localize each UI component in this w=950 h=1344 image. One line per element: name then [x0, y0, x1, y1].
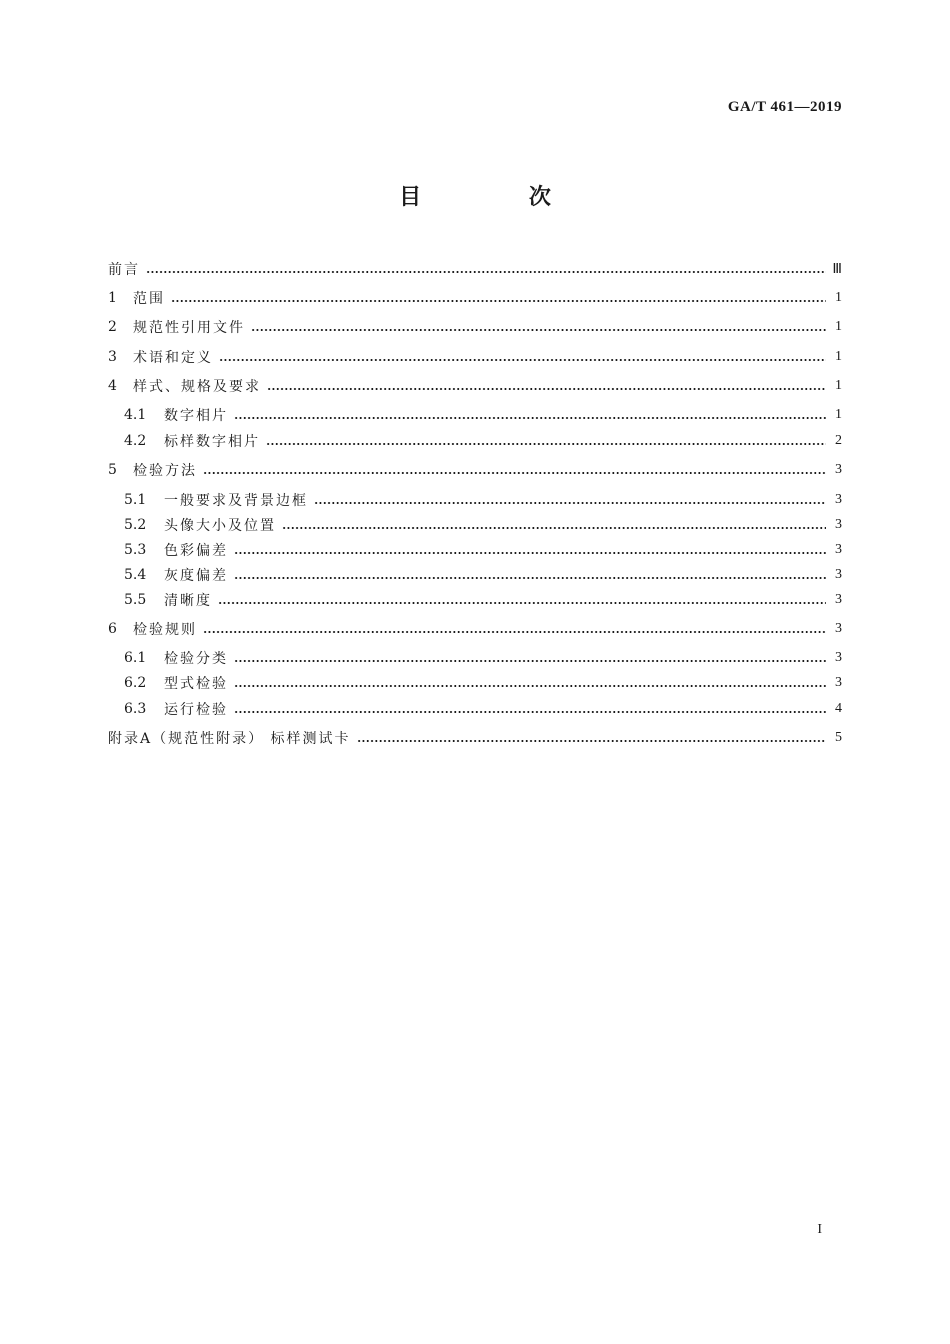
- toc-entry-page: 2: [835, 433, 842, 448]
- toc-entry[interactable]: [108, 316, 842, 338]
- toc-leader-dots: [234, 649, 826, 667]
- toc-entry-page: 1: [835, 290, 842, 305]
- toc-entry-label: 色彩偏差: [164, 543, 228, 559]
- toc-leader-dots: [314, 491, 826, 509]
- toc-leader-dots: [203, 620, 826, 638]
- toc-entry-number: 5.1: [124, 492, 147, 508]
- toc-entry[interactable]: [108, 647, 842, 669]
- toc-entry[interactable]: [108, 375, 842, 397]
- standard-code: GA/T 461—2019: [727, 99, 842, 115]
- toc-entry-page: 4: [835, 701, 842, 716]
- toc-entry-page: 5: [835, 730, 842, 745]
- toc-entry-label: 样式、规格及要求: [133, 379, 261, 395]
- toc-entry-label: 运行检验: [164, 702, 228, 718]
- toc-entry-page: 3: [835, 462, 842, 477]
- toc-entry-label: 附录A（规范性附录） 标样测试卡: [108, 731, 351, 747]
- toc-entry-number: 4: [108, 378, 117, 394]
- toc-entry-number: 5.4: [124, 567, 147, 583]
- toc-leader-dots: [203, 461, 826, 479]
- toc-entry-page: 3: [835, 592, 842, 607]
- toc-entry[interactable]: [108, 618, 842, 640]
- toc-entry-number: 5.5: [124, 592, 147, 608]
- toc-leader-dots: [234, 406, 826, 424]
- toc-leader-dots: [219, 348, 826, 366]
- toc-entry-label: 术语和定义: [133, 350, 213, 366]
- toc-entry-label: 前言: [108, 262, 140, 278]
- toc-entry-page: 3: [835, 650, 842, 665]
- toc-entry-number: 5: [108, 462, 117, 478]
- toc-entry-number: 5.2: [124, 517, 147, 533]
- toc-entry[interactable]: [108, 514, 842, 536]
- toc-leader-dots: [234, 674, 826, 692]
- toc-entry-page: 1: [835, 349, 842, 364]
- toc-leader-dots: [357, 729, 826, 747]
- toc-entry[interactable]: [108, 404, 842, 426]
- toc-entry-label: 检验规则: [133, 622, 197, 638]
- toc-entry-page: 3: [835, 675, 842, 690]
- toc-entry-label: 灰度偏差: [164, 568, 228, 584]
- toc-entry-page: Ⅲ: [832, 261, 842, 277]
- toc-entry-label: 标样数字相片: [164, 434, 260, 450]
- toc-entry-page: 1: [835, 319, 842, 334]
- toc-entry-label: 检验分类: [164, 651, 228, 667]
- toc-entry-number: 4.2: [124, 433, 147, 449]
- toc-entry[interactable]: [108, 489, 842, 511]
- toc-entry-number: 6.2: [124, 675, 147, 691]
- toc-entry-number: 6: [108, 621, 117, 637]
- toc-leader-dots: [171, 289, 826, 307]
- toc-entry[interactable]: [108, 672, 842, 694]
- toc-entry-label: 清晰度: [164, 593, 212, 609]
- toc-leader-dots: [267, 377, 826, 395]
- toc-entry[interactable]: [108, 589, 842, 611]
- toc-entry-page: 3: [835, 492, 842, 507]
- toc-entry-page: 3: [835, 542, 842, 557]
- toc-leader-dots: [251, 318, 826, 336]
- toc-entry-page: 3: [835, 567, 842, 582]
- toc-entry-label: 数字相片: [164, 408, 228, 424]
- toc-entry-label: 规范性引用文件: [133, 320, 245, 336]
- page-title: 目 次: [399, 184, 601, 210]
- toc-leader-dots: [266, 432, 826, 450]
- toc-entry-page: 3: [835, 621, 842, 636]
- toc-entry-label: 型式检验: [164, 676, 228, 692]
- footer-page-number: I: [817, 1222, 822, 1237]
- toc-entry-label: 范围: [133, 291, 165, 307]
- toc-entry[interactable]: [108, 459, 842, 481]
- toc-entry-label: 头像大小及位置: [164, 518, 276, 534]
- toc-entry-number: 4.1: [124, 407, 147, 423]
- toc-entry-number: 3: [108, 349, 117, 365]
- toc-entry[interactable]: [108, 539, 842, 561]
- toc-entry-number: 6.1: [124, 650, 147, 666]
- toc-entry-label: 检验方法: [133, 463, 197, 479]
- toc-entry-number: 2: [108, 319, 117, 335]
- toc-entry-number: 5.3: [124, 542, 147, 558]
- toc-entry-label: 一般要求及背景边框: [164, 493, 308, 509]
- toc-entry[interactable]: [108, 287, 842, 309]
- toc-entry-page: 3: [835, 517, 842, 532]
- toc-entry-number: 1: [108, 290, 117, 306]
- toc-entry[interactable]: [108, 564, 842, 586]
- toc-leader-dots: [234, 566, 826, 584]
- toc-entry-page: 1: [835, 407, 842, 422]
- toc-entry[interactable]: [108, 727, 842, 749]
- toc-entry-page: 1: [835, 378, 842, 393]
- toc-entry-number: 6.3: [124, 701, 147, 717]
- toc-entry[interactable]: [108, 258, 842, 280]
- toc-leader-dots: [234, 541, 826, 559]
- toc-leader-dots: [234, 700, 826, 718]
- toc-leader-dots: [146, 260, 826, 278]
- toc-leader-dots: [218, 591, 826, 609]
- toc-entry[interactable]: [108, 346, 842, 368]
- toc-leader-dots: [282, 516, 826, 534]
- toc-entry[interactable]: [108, 698, 842, 720]
- toc-entry[interactable]: [108, 430, 842, 452]
